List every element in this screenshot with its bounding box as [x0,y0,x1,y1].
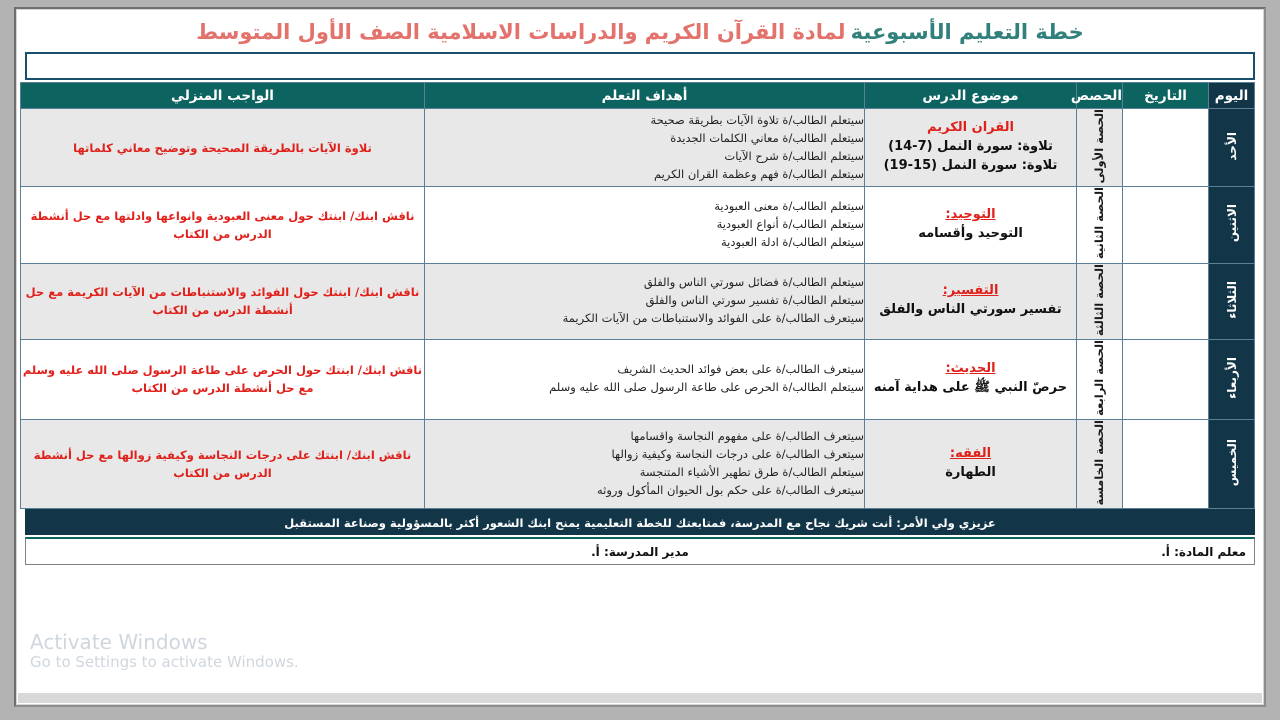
cell-period [1077,187,1123,263]
cell-homework [21,187,425,263]
homework-text: ناقش ابنك/ ابنتك حول معنى العبودية وانواعها وادلتها مع حل أنشطة الدرس من الكتاب [30,208,415,242]
day-label: الثلاثاء [1224,280,1239,319]
table-header-row [21,83,1255,109]
table-row [21,419,1255,509]
weekly-plan-table [20,82,1255,509]
goal-line: سيتعرف الطالب/ة على درجات النجاسة وكيفية زوالها [611,447,864,462]
homework-text: ناقش ابنك/ ابنتك على درجات النجاسة وكيفية زوالها مع حل أنشطة الدرس من الكتاب [33,447,412,480]
topic-line: تلاوة: سورة النمل (7-14) [888,139,1053,155]
cell-goals [425,109,865,187]
cell-topic [865,339,1077,419]
cell-date[interactable] [1123,187,1209,263]
goal-line: سيتعلم الطالب/ة تلاوة الآيات بطريقة صحيحة [650,113,864,128]
goal-line: سيتعلم الطالب/ة الحرص على طاعة الرسول صلى الله عليه وسلم [549,380,864,395]
homework-text: تلاوة الآيات بالطريقة الصحيحة وتوضيح معاني كلماتها [73,140,372,155]
principal-signature-label: مدير المدرسة: أ. [591,544,689,559]
column-header-date: التاريخ [1123,83,1209,109]
watermark-line-2: Go to Settings to activate Windows. [30,653,299,671]
topic-title: القران الكريم [927,120,1014,136]
cell-period [1077,263,1123,339]
goal-line: سيتعلم الطالب/ة تفسير سورتي الناس والفلق [645,293,864,308]
period-label: الحصة الأولى [1091,109,1106,184]
topic-line: تفسير سورتي الناس والفلق [879,302,1062,318]
column-header-goals: أهداف التعلم [425,83,865,109]
topic-line: حرصّ النبي ﷺ على هداية آمنه [873,380,1068,396]
page-title [25,15,1255,49]
day-label: الأحد [1224,131,1239,161]
cell-topic [865,109,1077,187]
goal-line: سيتعرف الطالب/ة على حكم بول الحيوان المأكول وروثه [597,482,864,497]
goal-line: سيتعلم الطالب/ة فهم وعظمة القران الكريم [653,166,864,181]
page-title-secondary: لمادة القرآن الكريم والدراسات الاسلامية الصف الأول المتوسط [196,20,846,44]
cell-topic [865,187,1077,263]
teacher-signature-label: معلم المادة: أ. [1161,544,1246,559]
period-label: الحصة الثانية [1091,187,1106,260]
cell-goals [425,339,865,419]
column-header-day: اليوم [1209,83,1255,109]
goal-line: سيتعلم الطالب/ة معاني الكلمات الجديدة [670,130,864,145]
cell-date[interactable] [1123,419,1209,509]
cell-date[interactable] [1123,263,1209,339]
cell-period [1077,339,1123,419]
window-bottom-strip [18,693,1262,703]
cell-day [1209,109,1255,187]
topic-line: تلاوة: سورة النمل (15-19) [883,158,1058,174]
goal-line: سيتعلم الطالب/ة معنى العبودية [714,199,864,214]
column-header-homework: الواجب المنزلي [21,83,425,109]
cell-period [1077,109,1123,187]
topic-line: الطهارة [945,464,996,480]
cell-topic [865,419,1077,509]
blank-header-band [25,52,1255,80]
goal-line: سيتعلم الطالب/ة ادلة العبودية [720,234,864,249]
goal-line: سيتعلم الطالب/ة أنواع العبودية [716,217,864,232]
parent-note: عزيزي ولي الأمر: أنت شريك نجاح مع المدرسة، فمتابعتك للخطة التعليمية يمنح ابنك الشعور أكثر بالمسؤولية وصناعة المستقبل [25,509,1255,535]
period-label: الحصة الثالثة [1091,263,1106,336]
cell-homework [21,339,425,419]
cell-date[interactable] [1123,109,1209,187]
cell-date[interactable] [1123,339,1209,419]
goal-line: سيتعرف الطالب/ة على بعض فوائد الحديث الشريف [617,362,864,377]
goal-line: سيتعلم الطالب/ة فضائل سورتي الناس والفلق [643,275,864,290]
goal-line: سيتعرف الطالب/ة على الفوائد والاستنباطات من الآيات الكريمة [562,311,864,326]
cell-period [1077,419,1123,509]
column-header-topic: موضوع الدرس [865,83,1077,109]
cell-day [1209,339,1255,419]
column-header-period: الحصص [1077,83,1123,109]
cell-goals [425,263,865,339]
topic-title: الحديث: [945,361,996,377]
document-window [14,7,1266,707]
signature-row [25,537,1255,565]
cell-goals [425,187,865,263]
table-row [21,187,1255,263]
cell-homework [21,109,425,187]
cell-day [1209,263,1255,339]
goal-line: سيتعلم الطالب/ة طرق تطهير الأشياء المتنجسة [639,464,864,479]
cell-topic [865,263,1077,339]
homework-text: ناقش ابنك/ ابنتك حول الحرص على طاعة الرسول صلى الله عليه وسلم مع حل أنشطة الدرس من الكتاب [22,362,423,396]
day-label: الاثنين [1224,204,1239,243]
table-row [21,263,1255,339]
cell-day [1209,419,1255,509]
period-label: الحصة الرابعة [1091,339,1106,416]
topic-title: التوحيد: [945,207,996,223]
topic-title: التفسير: [942,283,999,299]
topic-line: التوحيد وأقسامه [918,226,1023,242]
cell-homework [21,263,425,339]
topic-title: الفقه: [949,446,992,462]
table-row [21,109,1255,187]
table-row [21,339,1255,419]
watermark-line-1: Activate Windows [30,630,208,654]
day-label: الأربعاء [1224,356,1239,399]
cell-goals [425,419,865,509]
goal-line: سيتعرف الطالب/ة على مفهوم النجاسة واقسامها [630,429,864,444]
page-title-primary: خطة التعليم الأسبوعية [850,20,1084,44]
period-label: الحصة الخامسة [1091,419,1106,506]
day-label: الخميس [1224,438,1239,487]
cell-day [1209,187,1255,263]
homework-text: ناقش ابنك/ ابنتك حول الفوائد والاستنباطات من الآيات الكريمة مع حل أنشطة الدرس من الكتاب [25,284,420,318]
goal-line: سيتعلم الطالب/ة شرح الآيات [724,148,864,163]
cell-homework [21,419,425,509]
windows-activation-watermark [30,630,299,671]
